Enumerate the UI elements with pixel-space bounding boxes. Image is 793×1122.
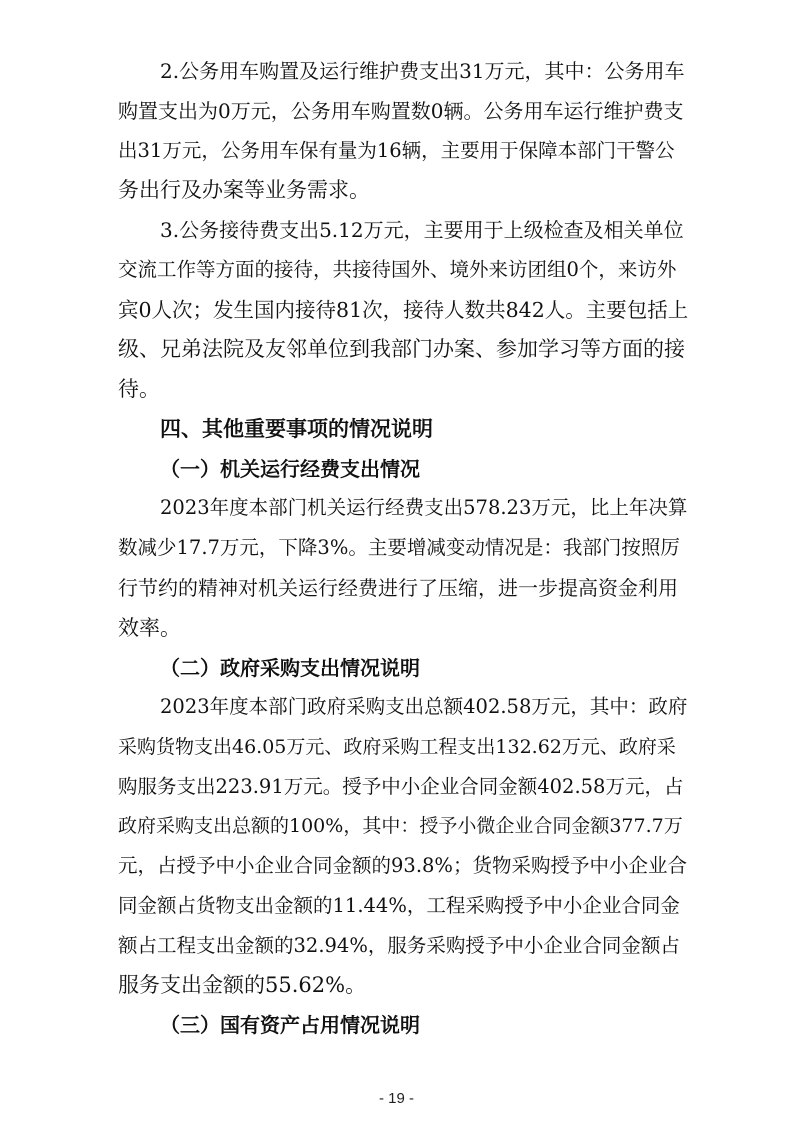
paragraph-line: 额占工程支出金额的32.94%，服务采购授予中小企业合同金额占 (118, 934, 680, 957)
paragraph-line: 购置支出为0万元，公务用车购置数0辆。公务用车运行维护费支 (118, 99, 684, 123)
paragraph-line: 务出行及办案等业务需求。 (118, 178, 370, 202)
paragraph-line: 效率。 (118, 616, 181, 640)
paragraph-line: 交流工作等方面的接待，共接待国外、境外来访团组0个，来访外 (118, 258, 677, 281)
paragraph-line: 2023年度本部门政府采购支出总额402.58万元，其中：政府 (160, 695, 688, 718)
paragraph-line: 同金额占货物支出金额的11.44%，工程采购授予中小企业合同金 (118, 894, 680, 917)
paragraph-line: 宾0人次；发生国内接待81次，接待人数共842人。主要包括上 (118, 298, 688, 322)
paragraph-line: 购服务支出223.91万元。授予中小企业合同金额402.58万元，占 (118, 775, 684, 798)
paragraph-line: 出31万元，公务用车保有量为16辆，主要用于保障本部门干警公 (118, 139, 675, 162)
paragraph-line: 2.公务用车购置及运行维护费支出31万元，其中：公务用车 (160, 59, 685, 83)
paragraph-line: 元，占授予中小企业合同金额的93.8%；货物采购授予中小企业合 (118, 854, 687, 877)
subsection-heading: （二）政府采购支出情况说明 (160, 656, 420, 680)
paragraph-line: 行节约的精神对机关运行经费进行了压缩，进一步提高资金利用 (118, 576, 678, 600)
paragraph-line: 服务支出金额的55.62%。 (118, 973, 367, 997)
paragraph-line: 级、兄弟法院及友邻单位到我部门办案、参加学习等方面的接 (118, 337, 685, 361)
paragraph-line: 2023年度本部门机关运行经费支出578.23万元，比上年决算 (160, 496, 688, 519)
paragraph-line: 政府采购支出总额的100%，其中：授予小微企业合同金额377.7万 (118, 815, 683, 837)
paragraph-line: 3.公务接待费支出5.12万元，主要用于上级检查及相关单位 (160, 218, 684, 242)
paragraph-line: 采购货物支出46.05万元、政府采购工程支出132.62万元、政府采 (118, 736, 676, 758)
subsection-heading: （三）国有资产占用情况说明 (160, 1013, 420, 1037)
subsection-heading: （一）机关运行经费支出情况 (160, 457, 420, 481)
page-number: - 19 - (378, 1090, 414, 1107)
paragraph-line: 待。 (118, 377, 160, 401)
section-heading: 四、其他重要事项的情况说明 (160, 417, 433, 441)
paragraph-line: 数减少17.7万元，下降3%。主要增减变动情况是：我部门按照厉 (118, 536, 680, 559)
